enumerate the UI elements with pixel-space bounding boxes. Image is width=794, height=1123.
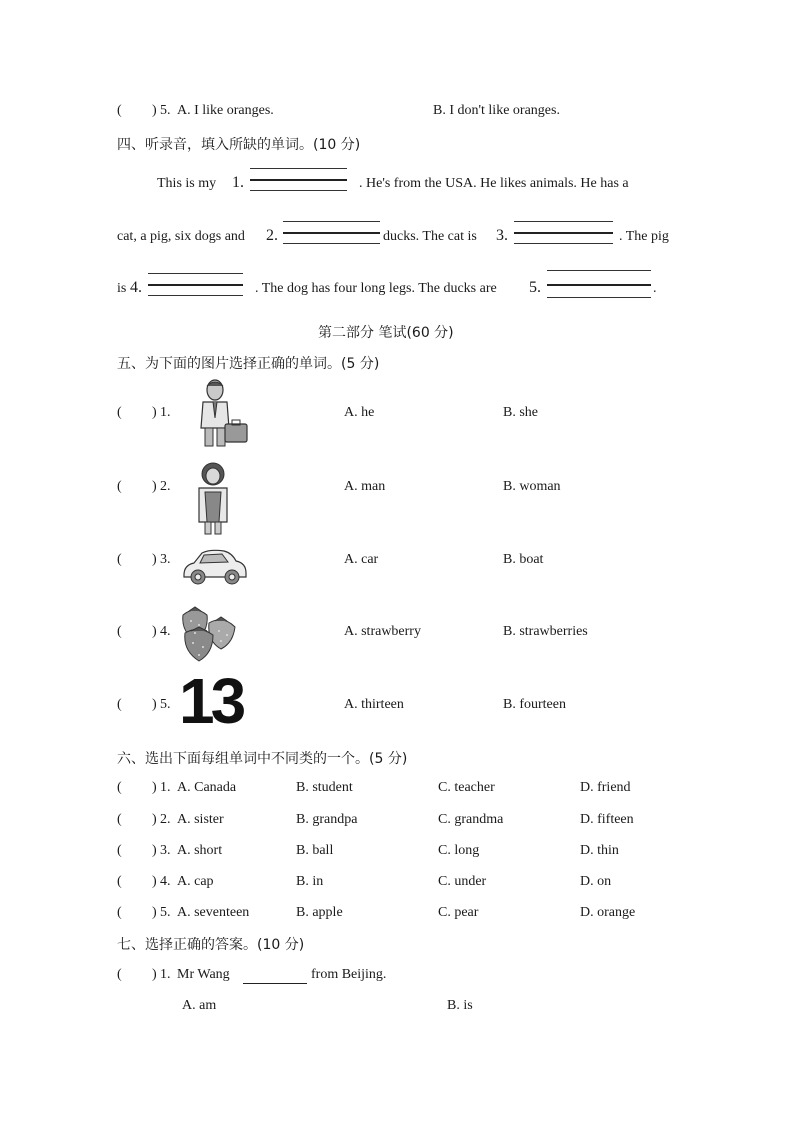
question-number: 1. bbox=[160, 780, 171, 795]
option-d: D. on bbox=[580, 874, 612, 889]
answer-paren: ) bbox=[152, 405, 157, 420]
answer-paren: ) bbox=[152, 552, 157, 567]
car-icon bbox=[180, 547, 250, 587]
question-number: 3. bbox=[160, 552, 171, 567]
option-b: B. fourteen bbox=[503, 697, 566, 712]
blank-5[interactable] bbox=[547, 270, 651, 294]
passage-text: ducks. The cat is bbox=[383, 229, 477, 244]
question-number: 1. bbox=[160, 967, 171, 982]
answer-paren: ( bbox=[117, 552, 122, 567]
question-number: 1. bbox=[160, 405, 171, 420]
option-d: D. thin bbox=[580, 843, 619, 858]
answer-paren: ( bbox=[117, 624, 122, 639]
option-a: A. am bbox=[182, 998, 217, 1013]
blank-number-3: 3. bbox=[496, 227, 508, 244]
question-number: 5. bbox=[160, 905, 171, 920]
option-b: B. I don't like oranges. bbox=[433, 103, 560, 118]
businessman-icon bbox=[195, 378, 255, 450]
section-6-title: 六、选出下面每组单词中不同类的一个。(5 分) bbox=[117, 751, 408, 767]
option-b: B. ball bbox=[296, 843, 334, 858]
strawberries-icon bbox=[177, 605, 237, 663]
answer-blank[interactable] bbox=[243, 969, 307, 984]
option-b: B. boat bbox=[503, 552, 544, 567]
option-a: A. short bbox=[177, 843, 223, 858]
answer-paren: ) bbox=[152, 874, 157, 889]
section-4-title: 四、听录音，填入所缺的单词。(10 分) bbox=[117, 137, 361, 153]
question-text: Mr Wang bbox=[177, 967, 230, 982]
question-number: 5. bbox=[160, 103, 171, 118]
passage-text: is bbox=[117, 281, 127, 296]
option-a: A. strawberry bbox=[344, 624, 421, 639]
option-a: A. car bbox=[344, 552, 379, 567]
answer-paren: ( bbox=[117, 905, 122, 920]
blank-number-1: 1. bbox=[232, 174, 244, 191]
option-c: C. grandma bbox=[438, 812, 504, 827]
passage-text: . The pig bbox=[619, 229, 669, 244]
question-number: 2. bbox=[160, 479, 171, 494]
option-b: B. strawberries bbox=[503, 624, 588, 639]
option-b: B. apple bbox=[296, 905, 343, 920]
question-number: 2. bbox=[160, 812, 171, 827]
question-number: 4. bbox=[160, 624, 171, 639]
passage-text: . The dog has four long legs. The ducks are bbox=[255, 281, 497, 296]
answer-paren: ) bbox=[152, 780, 157, 795]
option-b: B. she bbox=[503, 405, 538, 420]
part-2-title: 第二部分 笔试(60 分) bbox=[318, 325, 454, 341]
answer-paren-close: ) bbox=[152, 103, 157, 118]
option-c: C. teacher bbox=[438, 780, 495, 795]
blank-3[interactable] bbox=[514, 221, 613, 245]
blank-number-2: 2. bbox=[266, 227, 278, 244]
option-c: C. under bbox=[438, 874, 487, 889]
answer-paren: ( bbox=[117, 874, 122, 889]
answer-paren: ( bbox=[117, 812, 122, 827]
number-13-icon: 13 bbox=[179, 665, 243, 737]
option-c: C. long bbox=[438, 843, 480, 858]
blank-1[interactable] bbox=[250, 168, 347, 192]
option-d: D. fifteen bbox=[580, 812, 634, 827]
question-number: 4. bbox=[160, 874, 171, 889]
answer-paren: ) bbox=[152, 479, 157, 494]
option-d: D. friend bbox=[580, 780, 631, 795]
option-b: B. in bbox=[296, 874, 324, 889]
answer-paren-open: ( bbox=[117, 103, 122, 118]
option-b: B. grandpa bbox=[296, 812, 358, 827]
option-b: B. is bbox=[447, 998, 473, 1013]
answer-paren: ) bbox=[152, 697, 157, 712]
answer-paren: ) bbox=[152, 624, 157, 639]
option-a: A. he bbox=[344, 405, 375, 420]
option-a: A. thirteen bbox=[344, 697, 404, 712]
question-text: from Beijing. bbox=[311, 967, 387, 982]
blank-number-5: 5. bbox=[529, 279, 541, 296]
section-5-title: 五、为下面的图片选择正确的单词。(5 分) bbox=[117, 356, 380, 372]
answer-paren: ( bbox=[117, 967, 122, 982]
option-a: A. I like oranges. bbox=[177, 103, 274, 118]
passage-text: . He's from the USA. He likes animals. He has a bbox=[359, 176, 629, 191]
question-number: 3. bbox=[160, 843, 171, 858]
answer-paren: ) bbox=[152, 812, 157, 827]
answer-paren: ( bbox=[117, 697, 122, 712]
answer-paren: ( bbox=[117, 479, 122, 494]
option-a: A. cap bbox=[177, 874, 214, 889]
answer-paren: ( bbox=[117, 843, 122, 858]
answer-paren: ( bbox=[117, 780, 122, 795]
answer-paren: ) bbox=[152, 843, 157, 858]
option-a: A. man bbox=[344, 479, 386, 494]
option-a: A. sister bbox=[177, 812, 224, 827]
question-number: 5. bbox=[160, 697, 171, 712]
blank-4[interactable] bbox=[148, 273, 243, 297]
blank-2[interactable] bbox=[283, 221, 380, 245]
answer-paren: ( bbox=[117, 405, 122, 420]
blank-number-4: 4. bbox=[130, 279, 142, 296]
option-d: D. orange bbox=[580, 905, 636, 920]
passage-text: . bbox=[653, 281, 657, 296]
section-7-title: 七、选择正确的答案。(10 分) bbox=[117, 937, 305, 953]
option-b: B. woman bbox=[503, 479, 561, 494]
option-c: C. pear bbox=[438, 905, 479, 920]
option-a: A. seventeen bbox=[177, 905, 250, 920]
option-a: A. Canada bbox=[177, 780, 237, 795]
passage-text: This is my bbox=[157, 176, 217, 191]
answer-paren: ) bbox=[152, 905, 157, 920]
passage-text: cat, a pig, six dogs and bbox=[117, 229, 245, 244]
woman-icon bbox=[193, 462, 233, 536]
answer-paren: ) bbox=[152, 967, 157, 982]
option-b: B. student bbox=[296, 780, 353, 795]
